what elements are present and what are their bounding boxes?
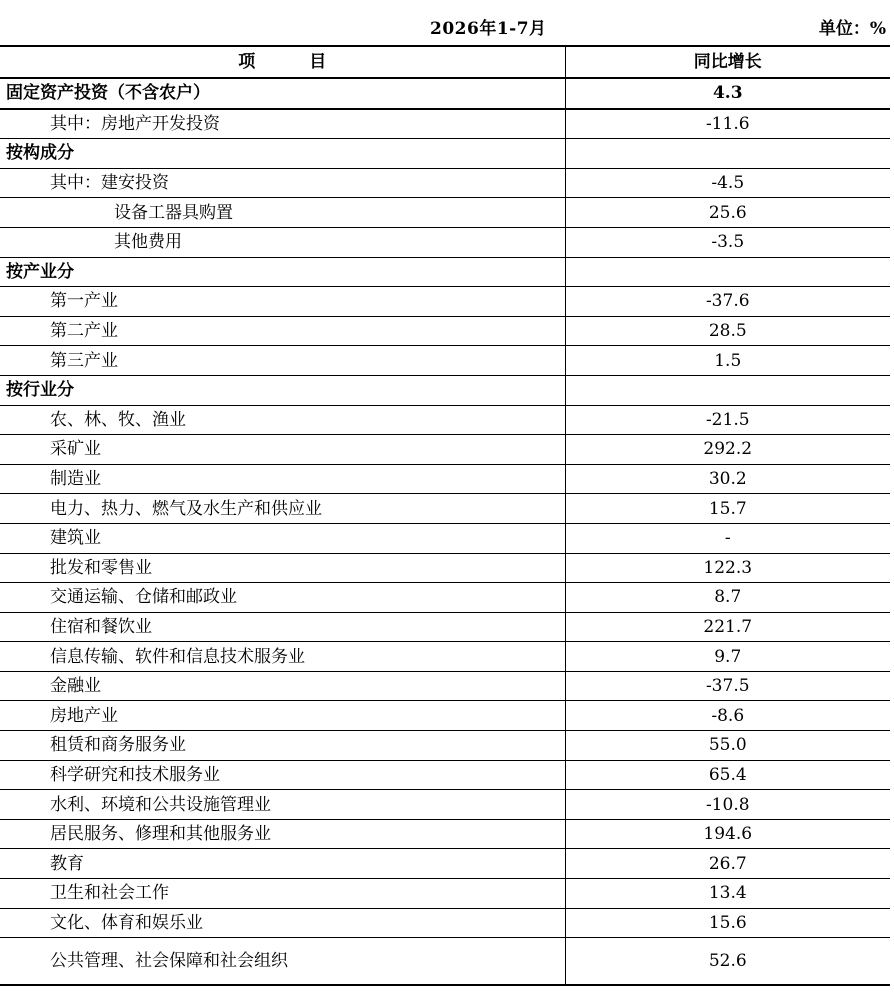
row-value: [565, 257, 890, 287]
table-row: [0, 849, 890, 879]
row-value: [565, 375, 890, 405]
period-label: 2026年1-7月: [430, 19, 547, 39]
table-row: [0, 790, 890, 820]
row-label: 教育: [0, 849, 565, 879]
table-row: [0, 583, 890, 613]
row-label: 采矿业: [0, 435, 565, 465]
investment-growth-table: [0, 45, 890, 986]
table-row: [0, 760, 890, 790]
row-label: 信息传输、软件和信息技术服务业: [0, 642, 565, 672]
table-row: [0, 139, 890, 169]
row-label: 固定资产投资（不含农户）: [0, 78, 565, 109]
table-row: [0, 405, 890, 435]
row-label: 设备工器具购置: [0, 198, 565, 228]
table-row: [0, 671, 890, 701]
report-header: [0, 0, 894, 44]
row-label: 公共管理、社会保障和社会组织: [0, 938, 565, 986]
row-label: 其中：房地产开发投资: [0, 109, 565, 139]
table-header-row: [0, 46, 890, 78]
table-body: [0, 78, 890, 985]
row-label: 第一产业: [0, 287, 565, 317]
row-label: 电力、热力、燃气及水生产和供应业: [0, 494, 565, 524]
row-label: 文化、体育和娱乐业: [0, 908, 565, 938]
row-value: 9.7: [565, 642, 890, 672]
table-row: [0, 168, 890, 198]
row-value: -: [565, 523, 890, 553]
row-label: 批发和零售业: [0, 553, 565, 583]
row-value: -11.6: [565, 109, 890, 139]
table-row: [0, 227, 890, 257]
unit-label: 单位：%: [818, 19, 886, 39]
row-value: 65.4: [565, 760, 890, 790]
table-row: [0, 375, 890, 405]
row-label: 按行业分: [0, 375, 565, 405]
table-row: [0, 523, 890, 553]
row-value: 4.3: [565, 78, 890, 109]
table-row: [0, 257, 890, 287]
row-label: 其中：建安投资: [0, 168, 565, 198]
table-row: [0, 78, 890, 109]
table-row: [0, 287, 890, 317]
row-value: 28.5: [565, 316, 890, 346]
row-value: 52.6: [565, 938, 890, 986]
row-value: -4.5: [565, 168, 890, 198]
row-value: -10.8: [565, 790, 890, 820]
row-label: 租赁和商务服务业: [0, 731, 565, 761]
table-row: [0, 346, 890, 376]
row-value: 15.7: [565, 494, 890, 524]
table-row: [0, 612, 890, 642]
row-value: 221.7: [565, 612, 890, 642]
row-label: 按产业分: [0, 257, 565, 287]
row-label: 其他费用: [0, 227, 565, 257]
row-value: 55.0: [565, 731, 890, 761]
table-row: [0, 553, 890, 583]
table-row: [0, 109, 890, 139]
row-value: -3.5: [565, 227, 890, 257]
table-row: [0, 731, 890, 761]
row-label: 水利、环境和公共设施管理业: [0, 790, 565, 820]
row-value: 15.6: [565, 908, 890, 938]
table-row: [0, 701, 890, 731]
row-label: 卫生和社会工作: [0, 879, 565, 909]
row-label: 住宿和餐饮业: [0, 612, 565, 642]
table-row: [0, 494, 890, 524]
column-header-growth: 同比增长: [565, 46, 890, 78]
row-value: 30.2: [565, 464, 890, 494]
row-label: 科学研究和技术服务业: [0, 760, 565, 790]
table-row: [0, 435, 890, 465]
row-value: 13.4: [565, 879, 890, 909]
table-row: [0, 879, 890, 909]
row-value: -21.5: [565, 405, 890, 435]
row-label: 农、林、牧、渔业: [0, 405, 565, 435]
row-label: 制造业: [0, 464, 565, 494]
row-label: 房地产业: [0, 701, 565, 731]
row-label: 金融业: [0, 671, 565, 701]
row-value: 122.3: [565, 553, 890, 583]
row-value: 8.7: [565, 583, 890, 613]
row-label: 建筑业: [0, 523, 565, 553]
row-label: 第二产业: [0, 316, 565, 346]
row-label: 第三产业: [0, 346, 565, 376]
table-row: [0, 642, 890, 672]
row-value: -37.5: [565, 671, 890, 701]
row-value: 26.7: [565, 849, 890, 879]
row-value: 1.5: [565, 346, 890, 376]
table-row: [0, 464, 890, 494]
table-row: [0, 316, 890, 346]
row-label: 按构成分: [0, 139, 565, 169]
table-row: [0, 819, 890, 849]
row-value: [565, 139, 890, 169]
row-value: -37.6: [565, 287, 890, 317]
table-row: [0, 908, 890, 938]
row-value: 292.2: [565, 435, 890, 465]
row-label: 居民服务、修理和其他服务业: [0, 819, 565, 849]
row-value: 25.6: [565, 198, 890, 228]
row-value: 194.6: [565, 819, 890, 849]
column-header-item: 项 目: [0, 46, 565, 78]
row-label: 交通运输、仓储和邮政业: [0, 583, 565, 613]
row-value: -8.6: [565, 701, 890, 731]
table-row: [0, 938, 890, 986]
table-row: [0, 198, 890, 228]
